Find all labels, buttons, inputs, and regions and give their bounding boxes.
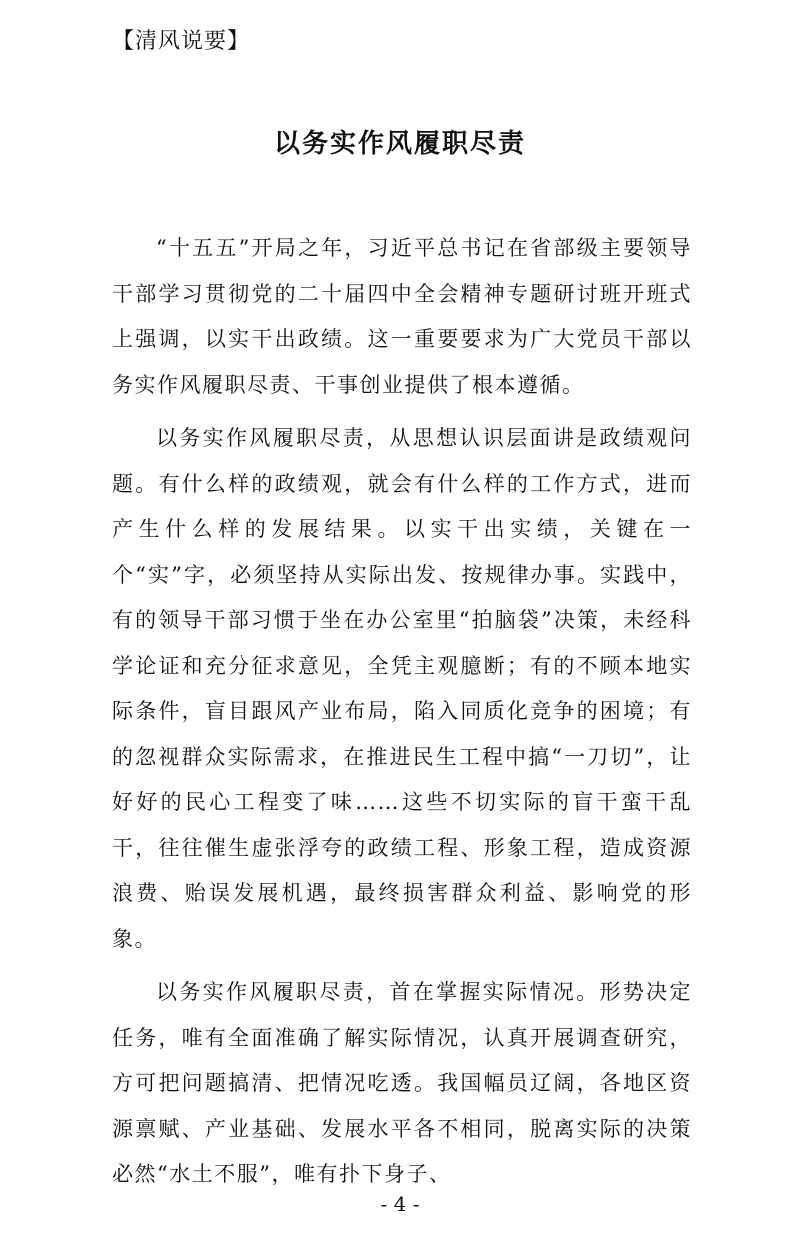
page-number: - 4 - [380,1192,420,1216]
paragraph-2: 以务实作风履职尽责，从思想认识层面讲是政绩观问题。有什么样的政绩观，就会有什么样的工作方式，进而产生什么样的发展结果。以实干出实绩，关键在一个“实”字，必须坚持从实际出发、按规律办事。实践中，有的领导干部习惯于坐在办公室里“拍脑袋”决策，未经科学论证和充分征求意见，全凭主观臆断；有的不顾本地实际条件，盲目跟风产业布局，陷入同质化竞争的困境；有的忽视群众实际需求，在推进民生工程中搞“一刀切”，让好好的民心工程变了味……这些不切实际的盲干蛮干乱干，往往催生虚张浮夸的政绩工程、形象工程，造成资源浪费、贻误发展机遇，最终损害群众利益、影响党的形象。 [112,426,692,951]
article-title: 以务实作风履职尽责 [273,129,526,159]
column-tag: 【清风说要】 [112,29,251,54]
article-body [112,226,692,1198]
paragraph-3: 以务实作风履职尽责，首在掌握实际情况。形势决定任务，唯有全面准确了解实际情况，认真开展调查研究，方可把问题搞清、把情况吃透。我国幅员辽阔，各地区资源禀赋、产业基础、发展水平各不相同，脱离实际的决策必然“水土不服”，唯有扑下身子、 [112,980,692,1186]
paragraph-1: “十五五”开局之年，习近平总书记在省部级主要领导干部学习贯彻党的二十届四中全会精神专题研讨班开班式上强调，以实干出政绩。这一重要要求为广大党员干部以务实作风履职尽责、干事创业提供了根本遵循。 [112,236,692,397]
